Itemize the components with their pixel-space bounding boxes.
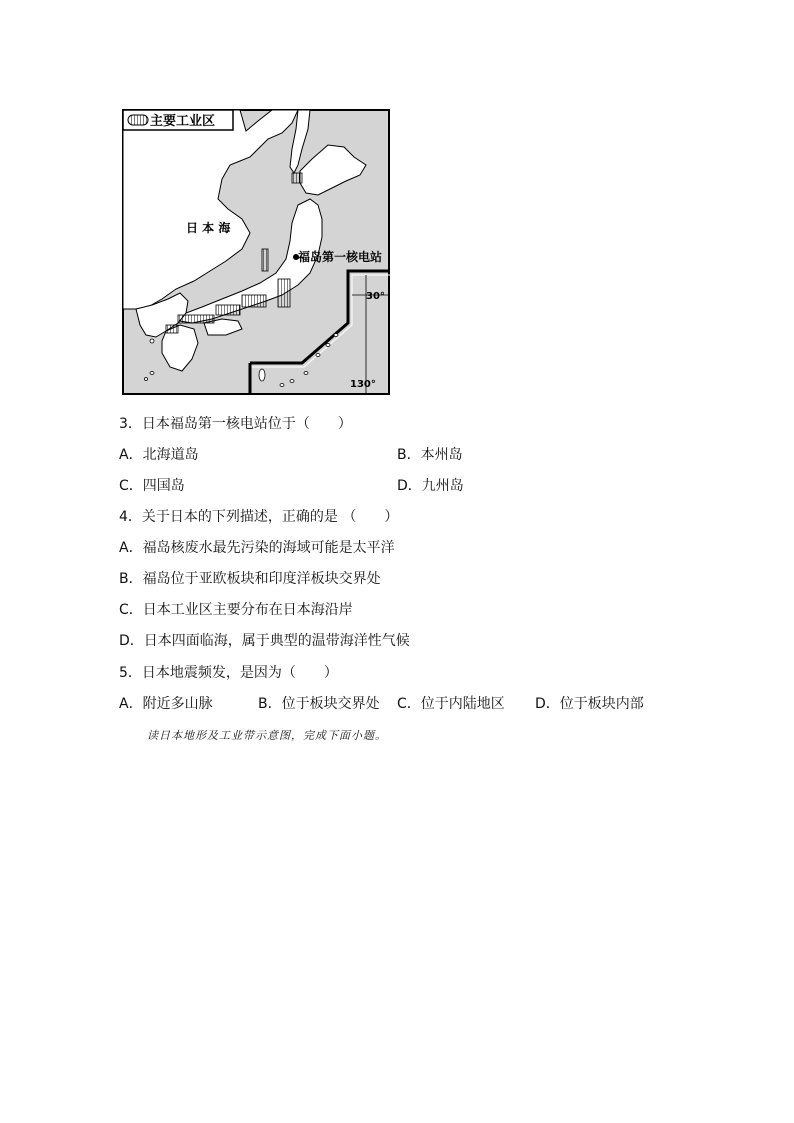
question-5-option-b[interactable]: B．位于板块交界处: [258, 696, 380, 712]
legend-label: 主要工业区: [150, 114, 216, 129]
industrial-zone-hokkaido: [292, 173, 302, 183]
legend-swatch: [128, 115, 148, 125]
question-3-option-a[interactable]: A．北海道岛: [119, 447, 199, 463]
question-4-option-c[interactable]: C．日本工业区主要分布在日本海沿岸: [119, 602, 353, 618]
question-4-option-b[interactable]: B．福岛位于亚欧板块和印度洋板块交界处: [119, 571, 381, 587]
industrial-zone-setouchi: [178, 315, 214, 323]
japan-industrial-map: [122, 109, 390, 395]
sea-label: 日 本 海: [186, 221, 231, 235]
fukushima-plant-label: 福岛第一核电站: [298, 250, 383, 264]
question-5-option-c[interactable]: C．位于内陆地区: [397, 696, 505, 712]
industrial-zone-hokuriku: [262, 249, 268, 271]
map-svg: [122, 109, 390, 395]
question-5-option-a[interactable]: A．附近多山脉: [119, 696, 213, 712]
question-3-option-c[interactable]: C．四国岛: [119, 478, 185, 494]
question-3-option-b[interactable]: B．本州岛: [397, 447, 463, 463]
industrial-zone-kitakyushu: [166, 325, 178, 333]
question-3-option-d[interactable]: D．九州岛: [397, 478, 464, 494]
industrial-zone-hanshin: [216, 305, 240, 315]
industrial-zone-keihin: [278, 279, 290, 307]
lon-130-label: 130°: [350, 379, 376, 390]
instruction-note: 读日本地形及工业带示意图，完成下面小题。: [147, 729, 387, 742]
question-4-option-d[interactable]: D．日本四面临海，属于典型的温带海洋性气候: [119, 633, 410, 649]
question-5-option-d[interactable]: D．位于板块内部: [535, 696, 644, 712]
question-3-stem: 3．日本福岛第一核电站位于（ ）: [119, 416, 352, 432]
question-4-option-a[interactable]: A．福岛核废水最先污染的海域可能是太平洋: [119, 540, 395, 556]
lat-30-label: 30°: [366, 291, 385, 302]
map-legend: [123, 110, 233, 130]
industrial-zone-chukyo: [242, 295, 266, 307]
question-4-stem: 4．关于日本的下列描述，正确的是 （ ）: [119, 509, 399, 525]
question-5-stem: 5．日本地震频发，是因为（ ）: [119, 665, 338, 681]
